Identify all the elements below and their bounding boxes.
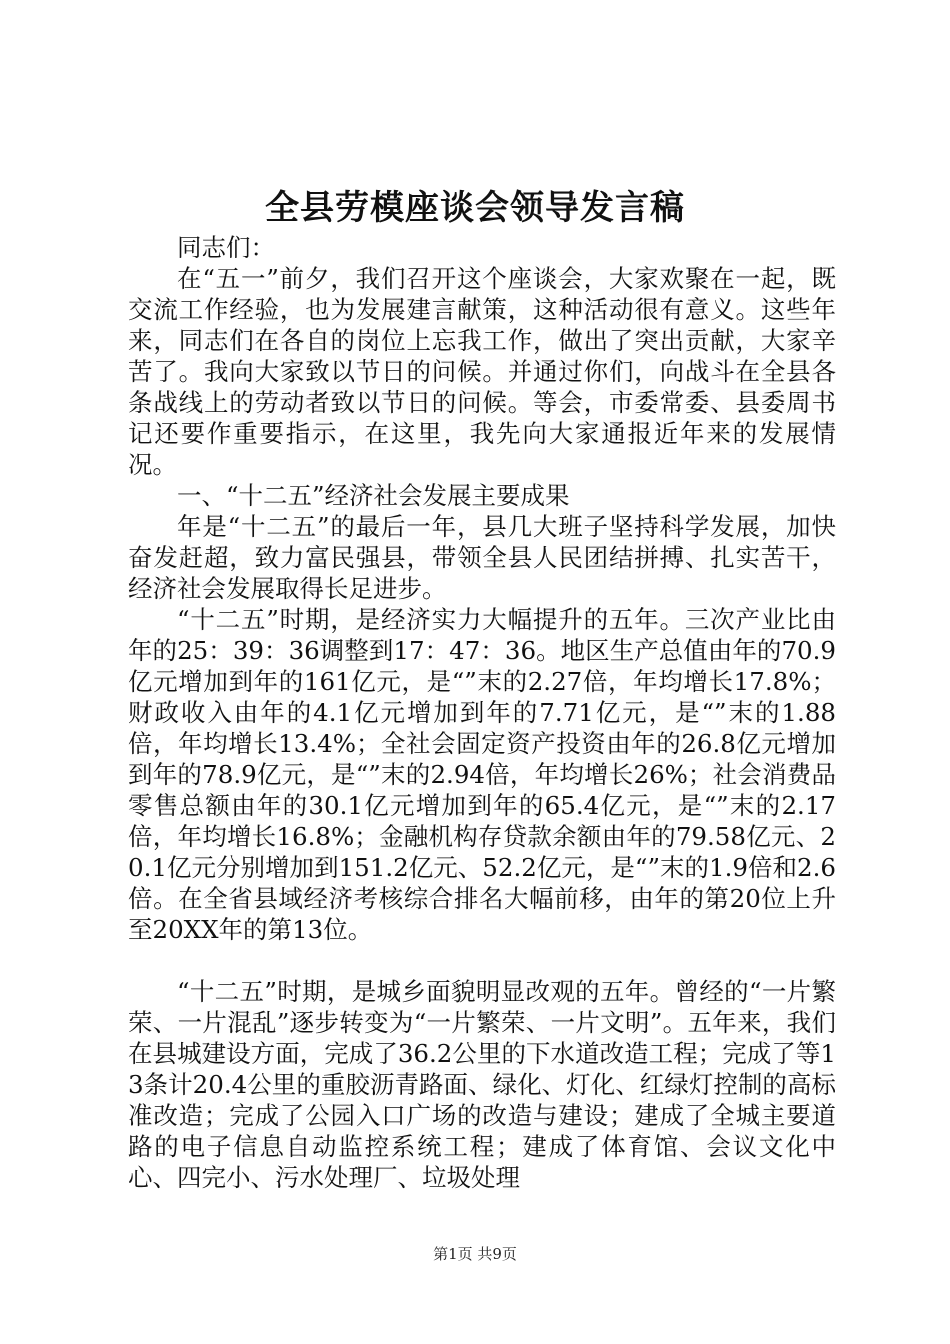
section-heading: 一、“十二五”经济社会发展主要成果: [177, 481, 570, 510]
paragraph-intro: 在“五一”前夕，我们召开这个座谈会，大家欢聚在一起，既交流工作经验，也为发展建言献策，这种活动很有意义。这些年来，同志们在各自的岗位上忘我工作，做出了突出贡献，大家辛苦了。我向大家致以节日的问候。并通过你们，向战斗在全县各条战线上的劳动者致以节日的问候。等会，市委常委、县委周书记还要作重要指示，在这里，我先向大家通报近年来的发展情况。: [128, 264, 836, 479]
salutation: 同志们：: [177, 233, 275, 262]
document-body: [128, 232, 836, 1193]
paragraph-urban: “十二五”时期，是城乡面貌明显改观的五年。曾经的“一片繁荣、一片混乱”逐步转变为“一片繁荣、一片文明”。五年来，我们在县城建设方面，完成了36.2公里的下水道改造工程；完成了等13条计20.4公里的重胶沥青路面、绿化、灯化、红绿灯控制的高标准改造；完成了公园入口广场的改造与建设；建成了全城主要道路的电子信息自动监控系统工程；建成了体育馆、会议文化中心、四完小、污水处理厂、垃圾处理: [128, 977, 836, 1192]
paragraph-economy: “十二五”时期，是经济实力大幅提升的五年。三次产业比由年的25：39：36调整到17：47：36。地区生产总值由年的70.9亿元增加到年的161亿元，是“”末的2.27倍，年均增长17.8%；财政收入由年的4.1亿元增加到年的7.71亿元，是“”末的1.88倍，年均增长13.4%；全社会固定资产投资由年的26.8亿元增加到年的78.9亿元，是“”末的2.94倍，年均增长26%；社会消费品零售总额由年的30.1亿元增加到年的65.4亿元，是“”末的2.17倍，年均增长16.8%；金融机构存贷款余额由年的79.58亿元、20.1亿元分别增加到151.2亿元、52.2亿元，是“”末的1.9倍和2.6倍。在全省县域经济考核综合排名大幅前移，由年的第20位上升至20XX年的第13位。: [128, 605, 836, 944]
page-number: 第1页 共9页: [433, 1245, 517, 1263]
document-title: 全县劳模座谈会领导发言稿: [265, 188, 685, 228]
paragraph-overview: 年是“十二五”的最后一年，县几大班子坚持科学发展，加快奋发赶超，致力富民强县，带领全县人民团结拼搏、扎实苦干，经济社会发展取得长足进步。: [128, 512, 836, 603]
